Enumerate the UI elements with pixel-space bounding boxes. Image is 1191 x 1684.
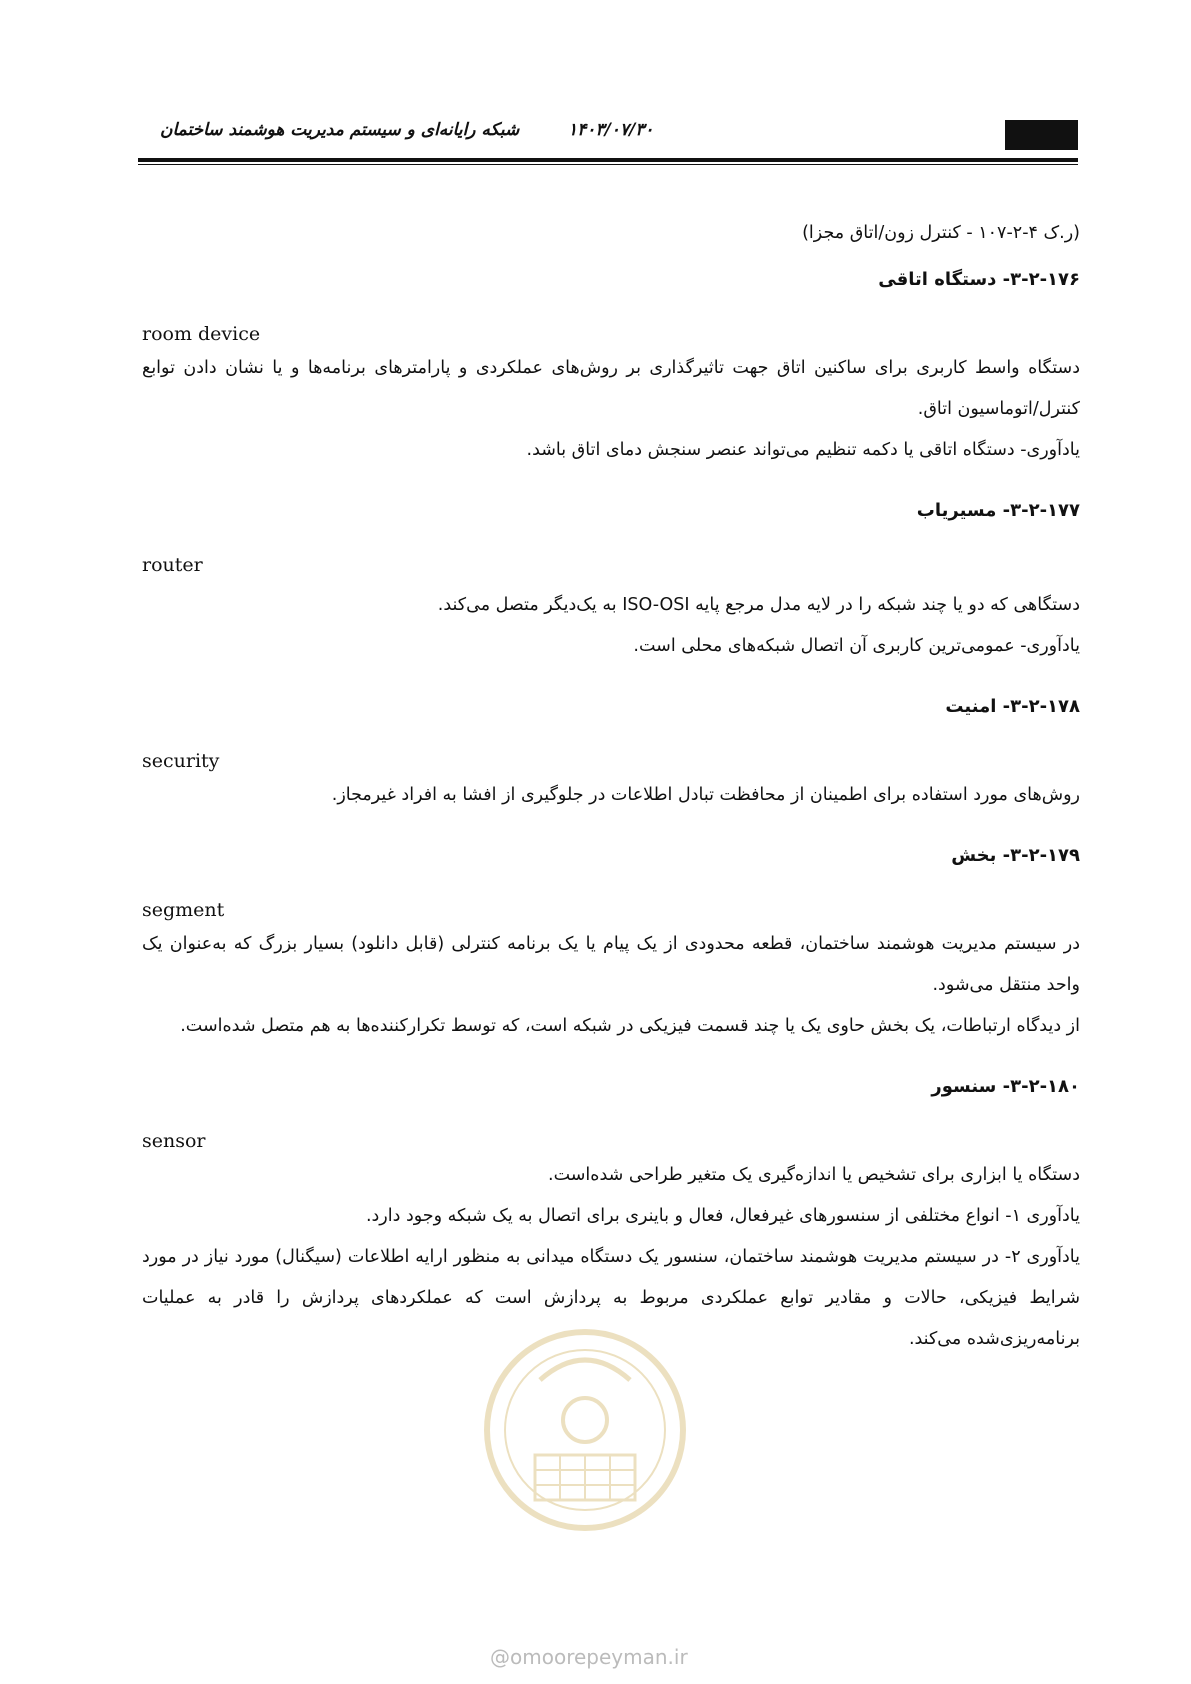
section-sensor bbox=[142, 1073, 1080, 1360]
watermark-seal-icon bbox=[480, 1320, 690, 1550]
section-heading: ۳-۲-۱۷۷- مسیریاب bbox=[916, 500, 1080, 521]
header-title: شبکه رایانه‌ای و سیستم مدیریت هوشمند ساختمان bbox=[160, 120, 520, 140]
section-note: یادآوری ۱- انواع مختلفی از سنسورهای غیرفعال، فعال و باینری برای اتصال به یک شبکه وجود دارد. bbox=[365, 1206, 1080, 1226]
section-heading: ۳-۲-۱۷۸- امنیت bbox=[945, 696, 1080, 717]
section-segment bbox=[142, 842, 1080, 1047]
intro-reference: (ر.ک ۴-۲-۱۰۷ - کنترل زون/اتاق مجزا) bbox=[802, 223, 1080, 243]
section-paragraph: از دیدگاه ارتباطات، یک بخش حاوی یک یا چند قسمت فیزیکی در شبکه است، که توسط تکرارکننده‌ها به هم متصل شده‌است. bbox=[180, 1016, 1080, 1036]
section-note: یادآوری- عمومی‌ترین کاربری آن اتصال شبکه‌های محلی است. bbox=[633, 636, 1080, 656]
section-heading: ۳-۲-۱۷۹- بخش bbox=[951, 845, 1080, 866]
section-note: یادآوری- دستگاه اتاقی یا دکمه تنظیم می‌تواند عنصر سنجش دمای اتاق باشد. bbox=[526, 440, 1080, 460]
section-room-device bbox=[142, 266, 1080, 471]
section-english-term: segment bbox=[142, 899, 225, 921]
section-paragraph: دستگاه واسط کاربری برای ساکنین اتاق جهت تاثیرگذاری بر روش‌های عملکردی و پارامترهای برنامه‌ها و یا نشان دادن توابع کنترل/اتوماسیون اتاق. bbox=[142, 358, 1080, 419]
header-date: ۱۴۰۳/۰۷/۳۰ bbox=[568, 120, 654, 140]
header-rule-thin bbox=[138, 164, 1078, 165]
section-security bbox=[142, 693, 1080, 816]
section-paragraph: دستگاه یا ابزاری برای تشخیص یا اندازه‌گیری یک متغیر طراحی شده‌است. bbox=[548, 1165, 1080, 1185]
page-number-box bbox=[1005, 120, 1078, 150]
header-rule-thick bbox=[138, 158, 1078, 162]
section-paragraph: در سیستم مدیریت هوشمند ساختمان، قطعه محدودی از یک پیام یا یک برنامه کنترلی (قابل دانلود) بسیار بزرگ که به‌عنوان یک واحد منتقل می‌شود. bbox=[142, 934, 1080, 995]
section-english-term: security bbox=[142, 750, 220, 772]
document-body bbox=[142, 213, 1080, 1360]
section-heading: ۳-۲-۱۷۶- دستگاه اتاقی bbox=[878, 269, 1080, 290]
section-english-term: room device bbox=[142, 323, 261, 345]
section-paragraph: دستگاهی که دو یا چند شبکه را در لایه مدل مرجع پایه ISO-OSI به یک‌دیگر متصل می‌کند. bbox=[437, 595, 1080, 615]
section-router bbox=[142, 497, 1080, 667]
section-note: یادآوری ۲- در سیستم مدیریت هوشمند ساختمان، سنسور یک دستگاه میدانی به منظور ارایه اطلاعات (سیگنال) مورد نیاز در مورد شرایط فیزیکی، حالات و مقادیر توابع عملکردی مربوط به پردازش است که عملکردهای پردازش را قادر به عملیات برنامه‌ریزی‌شده می‌کند. bbox=[142, 1247, 1080, 1349]
section-heading: ۳-۲-۱۸۰- سنسور bbox=[931, 1076, 1080, 1097]
section-paragraph: روش‌های مورد استفاده برای اطمینان از محافظت تبادل اطلاعات در جلوگیری از افشا به افراد غیرمجاز. bbox=[331, 785, 1080, 805]
section-english-term: sensor bbox=[142, 1130, 206, 1152]
watermark-caption: @omoorepeyman.ir bbox=[490, 1645, 688, 1669]
section-english-term: router bbox=[142, 554, 203, 576]
